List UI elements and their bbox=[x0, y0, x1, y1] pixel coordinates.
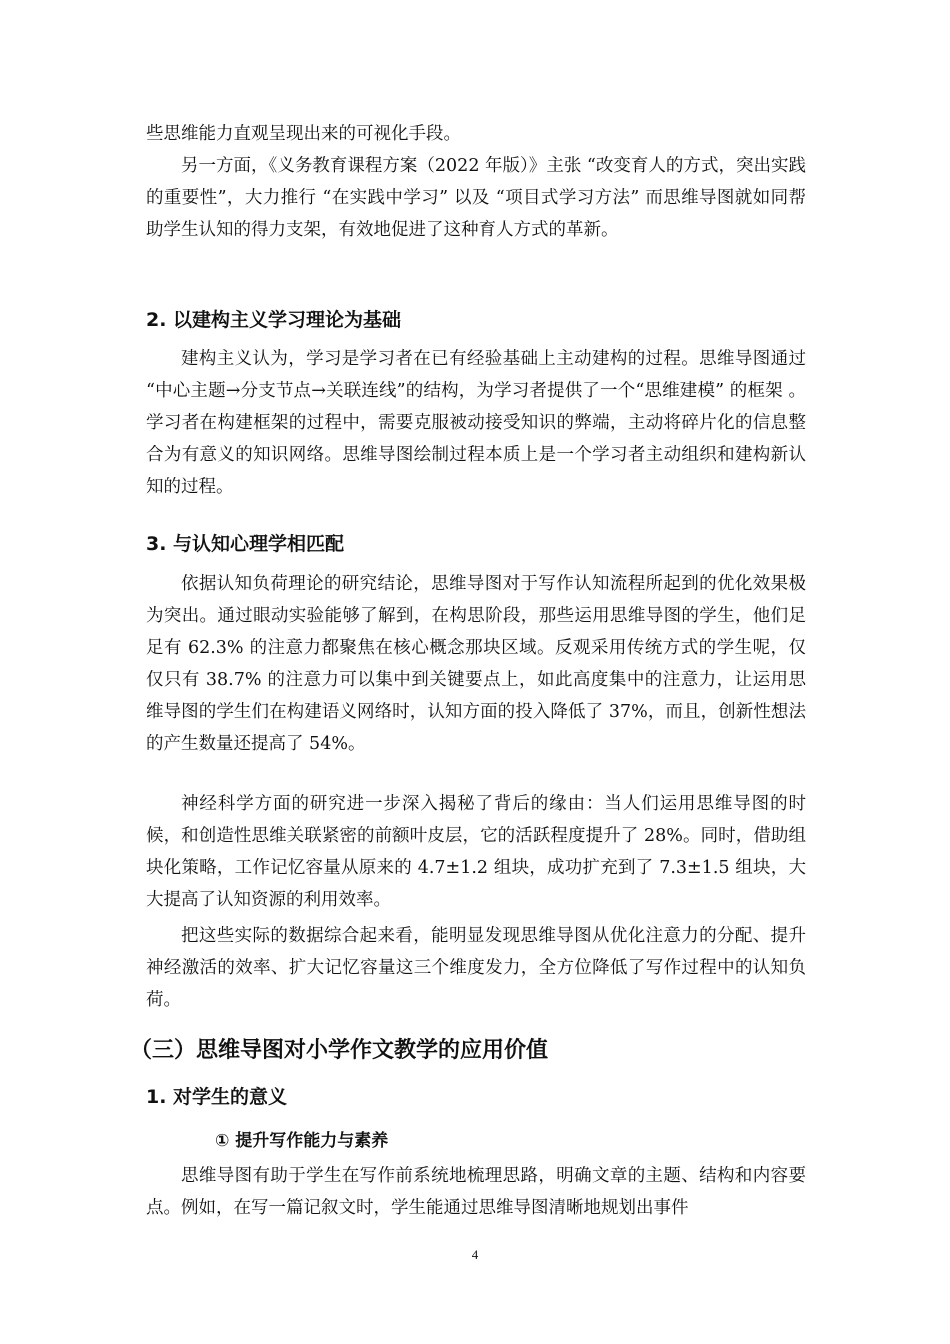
heading-constructivism: 2. 以建构主义学习理论为基础 bbox=[146, 309, 402, 331]
page-number: 4 bbox=[471, 1247, 479, 1262]
section-heading-application-value: （三）思维导图对小学作文教学的应用价值 bbox=[130, 1038, 549, 1063]
subheading-writing-ability: ① 提升写作能力与素养 bbox=[215, 1131, 389, 1151]
paragraph-cognitive-load: 依据认知负荷理论的研究结论，思维导图对于写作认知流程所起到的优化效果极为突出。通过眼动实验能够了解到，在构思阶段，那些运用思维导图的学生，他们足足有 62.3% 的注意力都聚焦在核心概念那块区域。反观采用传统方式的学生呢，仅仅只有 38.7% 的注意力可以集中到关键要点上，如此高度集中的注意力，让运用思维导图的学生们在构建语义网络时，认知方面的投入降低了 37%，而且，创新性想法的产生数量还提高了 54%。 bbox=[146, 574, 806, 754]
paragraph-neuroscience: 神经科学方面的研究进一步深入揭秘了背后的缘由：当人们运用思维导图的时候，和创造性思维关联紧密的前额叶皮层，它的活跃程度提升了 28%。同时，借助组块化策略，工作记忆容量从原来的 4.7±1.2 组块，成功扩充到了 7.3±1.5 组块，大大提高了认知资源的利用效率。 bbox=[146, 794, 806, 910]
paragraph-summary: 把这些实际的数据综合起来看，能明显发现思维导图从优化注意力的分配、提升神经激活的效率、扩大记忆容量这三个维度发力，全方位降低了写作过程中的认知负荷。 bbox=[146, 926, 806, 1010]
paragraph-curriculum: 另一方面，《义务教育课程方案（2022 年版）》主张 “改变育人的方式，突出实践的重要性”，大力推行 “在实践中学习” 以及 “项目式学习方法” 而思维导图就如同帮助学生认知的得力支架，有效地促进了这种育人方式的革新。 bbox=[146, 156, 806, 240]
heading-significance-for-students: 1. 对学生的意义 bbox=[146, 1086, 288, 1108]
heading-cognitive-psychology: 3. 与认知心理学相匹配 bbox=[146, 533, 345, 555]
paragraph-continuation: 些思维能力直观呈现出来的可视化手段。 bbox=[146, 124, 461, 144]
paragraph-constructivism: 建构主义认为，学习是学习者在已有经验基础上主动建构的过程。思维导图通过 “中心主题→分支节点→关联连线”的结构，为学习者提供了一个“思维建模” 的框架 。学习者在构建框架的过程中，需要克服被动接受知识的弊端，主动将碎片化的信息整合为有意义的知识网络。思维导图绘制过程本质上是一个学习者主动组织和建构新认知的过程。 bbox=[146, 349, 806, 497]
paragraph-writing-planning: 思维导图有助于学生在写作前系统地梳理思路，明确文章的主题、结构和内容要点。例如，在写一篇记叙文时，学生能通过思维导图清晰地规划出事件 bbox=[146, 1166, 806, 1218]
